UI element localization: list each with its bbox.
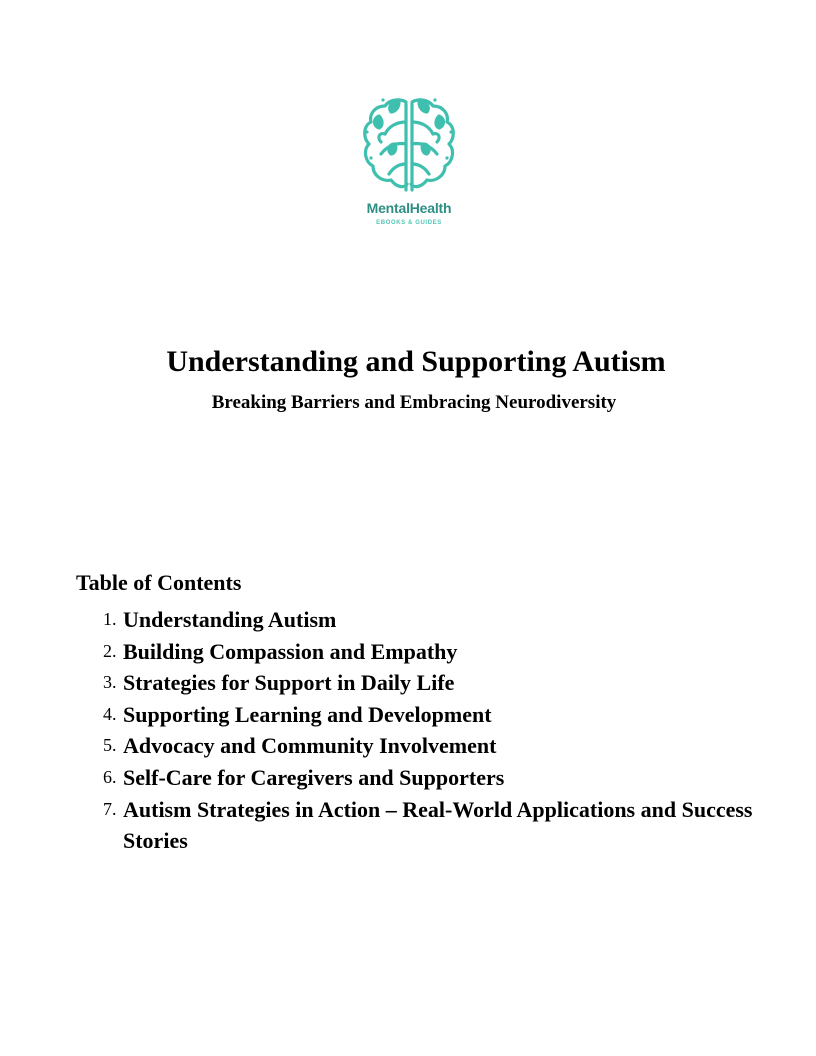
toc-item-number: 3. [103, 672, 117, 693]
toc-item-building-compassion [76, 636, 766, 668]
toc-item-label: Self-Care for Caregivers and Supporters [123, 764, 505, 790]
toc-item-self-care [76, 762, 766, 794]
toc-item-number: 6. [103, 766, 117, 787]
toc-item-label: Understanding Autism [123, 607, 337, 632]
logo-brand-name: MentalHealth [366, 200, 452, 216]
toc-heading: Table of Contents [76, 570, 242, 595]
toc-item-strategies-daily-life [76, 667, 766, 699]
brand-logo [348, 92, 470, 232]
toc-item-learning-development [76, 699, 766, 731]
toc-item-strategies-in-action [76, 794, 766, 857]
toc-item-number: 7. [103, 798, 117, 819]
toc-item-label: Advocacy and Community Involvement [123, 733, 497, 759]
toc-item-label: Supporting Learning and Development [123, 701, 492, 727]
table-of-contents [76, 604, 766, 857]
toc-item-number: 1. [103, 609, 117, 629]
toc-item-label: Autism Strategies in Action – Real-World Applications and Success Stories [123, 796, 753, 854]
logo-tagline: EBOOKS & GUIDES [376, 220, 442, 226]
document-title: Understanding and Supporting Autism [166, 345, 666, 378]
toc-item-label: Strategies for Support in Daily Life [123, 670, 455, 696]
toc-item-advocacy [76, 730, 766, 762]
toc-item-number: 4. [103, 703, 117, 724]
toc-item-number: 2. [103, 640, 117, 661]
toc-item-understanding-autism [76, 604, 766, 636]
brain-tree-icon [361, 92, 457, 194]
toc-item-label: Building Compassion and Empathy [123, 638, 458, 664]
toc-item-number: 5. [103, 735, 117, 756]
document-subtitle: Breaking Barriers and Embracing Neurodiversity [211, 392, 617, 413]
